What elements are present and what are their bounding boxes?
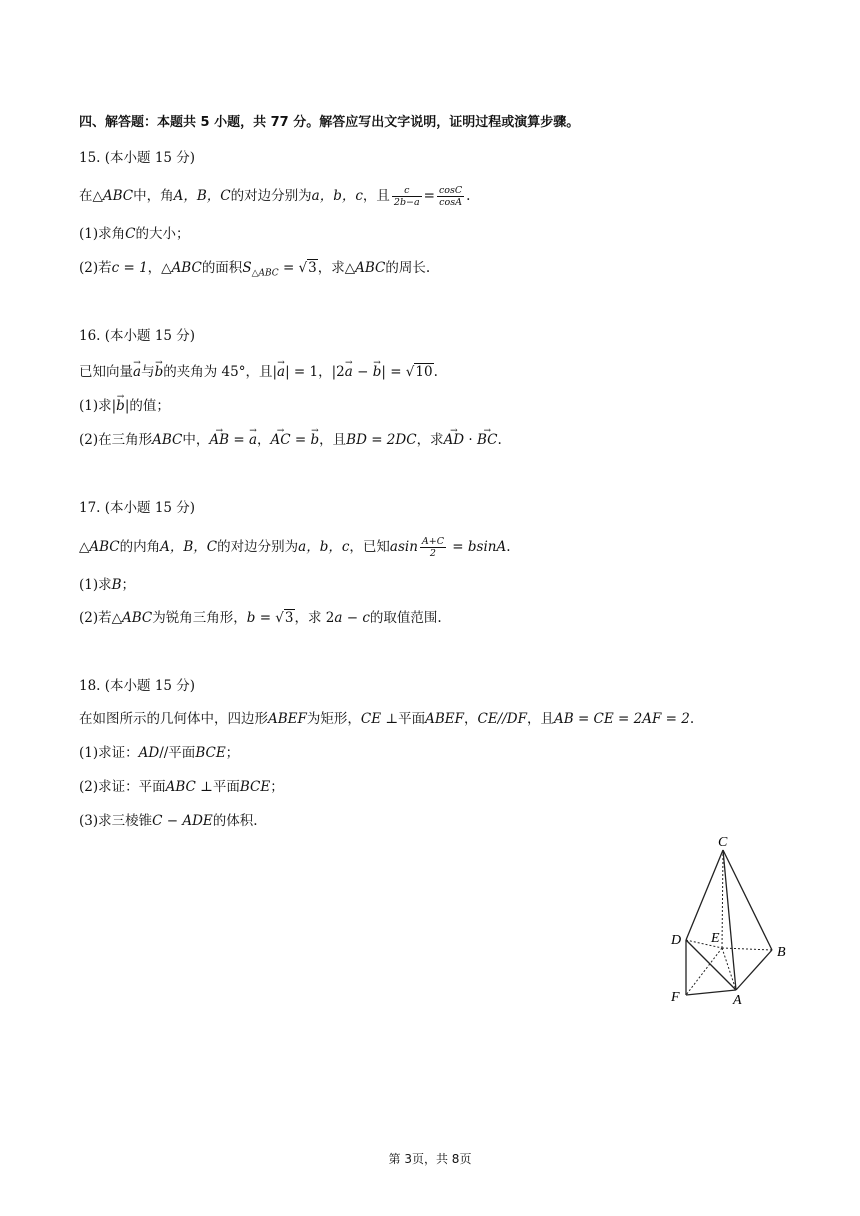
text: (2)若△ bbox=[79, 610, 123, 626]
period: . bbox=[466, 188, 471, 204]
denominator: 2 bbox=[429, 548, 436, 559]
edge-DA bbox=[686, 940, 736, 990]
math: b = √ bbox=[246, 610, 284, 626]
edge-CE bbox=[722, 850, 723, 948]
text: ，求 bbox=[416, 432, 444, 448]
text: ，已知 bbox=[349, 539, 390, 555]
denominator: cosA bbox=[439, 197, 462, 208]
vector-b: → b bbox=[373, 363, 382, 381]
math: C − ADE bbox=[152, 813, 213, 829]
denominator: 2b−a bbox=[393, 197, 420, 208]
math: A，B，C bbox=[173, 188, 231, 204]
section-header: 四、解答题：本题共 5 小题，共 77 分。解答应写出文字说明，证明过程或演算步骤。 bbox=[79, 115, 580, 130]
text: | = √ bbox=[381, 364, 415, 380]
text: 在△ bbox=[79, 188, 103, 204]
vector-bc: → BC bbox=[477, 431, 498, 449]
text: ； bbox=[225, 745, 240, 761]
math: c = 1 bbox=[111, 260, 148, 276]
q15-title: 15. (本小题 15 分) bbox=[79, 150, 196, 166]
vector-a: → a bbox=[277, 363, 285, 381]
numerator: cosC bbox=[438, 185, 463, 196]
fraction bbox=[392, 185, 422, 208]
radicand: 10 bbox=[415, 364, 433, 380]
vector-b: → b bbox=[311, 431, 320, 449]
text: (1)求 bbox=[79, 577, 112, 593]
text: 的内角 bbox=[119, 539, 161, 555]
vector-a: → a bbox=[133, 363, 141, 381]
math: a，b，c bbox=[298, 539, 350, 555]
label-D: D bbox=[671, 933, 682, 948]
text: ； bbox=[121, 577, 136, 593]
q15-part2 bbox=[79, 259, 430, 283]
text: 的对边分别为 bbox=[230, 188, 312, 204]
text: | = 1，|2 bbox=[285, 364, 345, 380]
math: ABC bbox=[102, 188, 134, 204]
text: ，求 2 bbox=[294, 610, 335, 626]
comma: ， bbox=[464, 711, 478, 727]
math: a，b，c bbox=[311, 188, 363, 204]
numerator: c bbox=[392, 185, 422, 197]
q17-title: 17. (本小题 15 分) bbox=[79, 500, 196, 516]
math: CE//DF bbox=[477, 711, 527, 727]
equals: = bbox=[229, 432, 249, 448]
period: . bbox=[689, 711, 695, 727]
text: (2)求证：平面 bbox=[79, 779, 166, 795]
vector-b: → b bbox=[116, 397, 125, 415]
q18-part1 bbox=[79, 744, 239, 762]
q15-stem bbox=[79, 185, 470, 208]
edge-EB bbox=[722, 948, 772, 950]
text: ⊥平面 bbox=[195, 779, 240, 795]
edge-CA bbox=[723, 850, 736, 990]
edge-CD bbox=[686, 850, 723, 940]
q16-title: 16. (本小题 15 分) bbox=[79, 328, 196, 344]
dot: · bbox=[464, 432, 478, 448]
q16-stem bbox=[79, 363, 438, 381]
period: . bbox=[506, 539, 511, 555]
vector-ab: → AB bbox=[209, 431, 229, 449]
numerator: A+C bbox=[421, 536, 444, 547]
edge-FA bbox=[686, 990, 736, 995]
text: 的大小； bbox=[135, 226, 190, 242]
text: 的对边分别为 bbox=[217, 539, 299, 555]
text: 的体积. bbox=[212, 813, 258, 829]
q18-stem bbox=[79, 710, 694, 728]
text: 与 bbox=[141, 364, 155, 380]
geometry-figure bbox=[660, 828, 800, 1008]
text: 的夹角为 45°，且| bbox=[163, 364, 277, 380]
fraction bbox=[420, 536, 446, 559]
q18-title: 18. (本小题 15 分) bbox=[79, 678, 196, 694]
q16-part1 bbox=[79, 397, 170, 415]
text: (1)求证： bbox=[79, 745, 139, 761]
radicand: 3 bbox=[308, 260, 317, 276]
label-B: B bbox=[777, 945, 786, 960]
label-F: F bbox=[671, 990, 680, 1005]
text: ，且 bbox=[526, 711, 554, 727]
text: (2)若 bbox=[79, 260, 112, 276]
math: ABC bbox=[152, 432, 183, 448]
text: (1)求角 bbox=[79, 226, 126, 242]
math: ABC bbox=[165, 779, 196, 795]
equals: = bbox=[423, 188, 435, 204]
text: 在如图所示的几何体中，四边形 bbox=[79, 711, 268, 727]
text: ，△ bbox=[147, 260, 172, 276]
text: 中，角 bbox=[133, 188, 174, 204]
math: AD bbox=[138, 745, 160, 761]
vector-b: → b bbox=[155, 363, 164, 381]
math: BD = 2DC bbox=[346, 432, 417, 448]
math: S bbox=[242, 260, 252, 276]
equals: = bbox=[290, 432, 311, 448]
math: ABC bbox=[171, 260, 202, 276]
math: ABEF bbox=[425, 711, 464, 727]
math: = √ bbox=[278, 260, 308, 276]
text: ； bbox=[270, 779, 284, 795]
q18-part2 bbox=[79, 778, 284, 796]
q16-part2 bbox=[79, 431, 502, 449]
label-E: E bbox=[711, 931, 720, 946]
text: △ bbox=[79, 539, 90, 555]
period: . bbox=[497, 432, 502, 448]
text: 为矩形， bbox=[306, 711, 361, 727]
math: a − c bbox=[334, 610, 370, 626]
vector-ad: → AD bbox=[444, 431, 465, 449]
q17-stem bbox=[79, 536, 511, 559]
math: BCE bbox=[195, 745, 226, 761]
text: (2)在三角形 bbox=[79, 432, 153, 448]
text: ⊥平面 bbox=[381, 711, 426, 727]
fraction bbox=[437, 185, 464, 208]
math: BCE bbox=[239, 779, 271, 795]
minus: − bbox=[352, 364, 373, 380]
text: ，求△ bbox=[317, 260, 356, 276]
math: C bbox=[125, 226, 136, 242]
q17-part1 bbox=[79, 576, 135, 594]
math: ABC bbox=[122, 610, 153, 626]
math: ABC bbox=[355, 260, 386, 276]
page-footer: 第 3页，共 8页 bbox=[388, 1152, 472, 1166]
text: (3)求三棱锥 bbox=[79, 813, 153, 829]
math: B bbox=[111, 577, 122, 593]
q18-part3 bbox=[79, 812, 258, 830]
math: ABEF bbox=[268, 711, 307, 727]
label-C: C bbox=[718, 835, 728, 850]
vector-a: → a bbox=[249, 431, 257, 449]
vector-ac: → AC bbox=[271, 431, 291, 449]
subscript: △ABC bbox=[251, 268, 279, 279]
text: ，且 bbox=[319, 432, 347, 448]
text: |的值； bbox=[124, 398, 170, 414]
vector-a: → a bbox=[345, 363, 353, 381]
text: ，且 bbox=[362, 188, 390, 204]
math: ABC bbox=[89, 539, 120, 555]
q15-part1 bbox=[79, 225, 189, 243]
math: A，B，C bbox=[160, 539, 218, 555]
period: . bbox=[433, 364, 438, 380]
label-A: A bbox=[733, 993, 742, 1008]
comma: ， bbox=[257, 432, 271, 448]
text: 的取值范围. bbox=[369, 610, 442, 626]
math: CE bbox=[360, 711, 382, 727]
radicand: 3 bbox=[284, 610, 294, 626]
text: //平面 bbox=[159, 745, 196, 761]
math: AB = CE = 2AF = 2 bbox=[553, 711, 690, 727]
text: 为锐角三角形， bbox=[152, 610, 247, 626]
text: 的面积 bbox=[201, 260, 243, 276]
text: 已知向量 bbox=[79, 364, 133, 380]
math: asin bbox=[389, 539, 418, 555]
text: (1)求| bbox=[79, 398, 117, 414]
math: = bsinA bbox=[448, 539, 507, 555]
text: 中， bbox=[182, 432, 210, 448]
edge-AB bbox=[736, 950, 772, 990]
q17-part2 bbox=[79, 609, 442, 627]
text: 的周长. bbox=[385, 260, 431, 276]
